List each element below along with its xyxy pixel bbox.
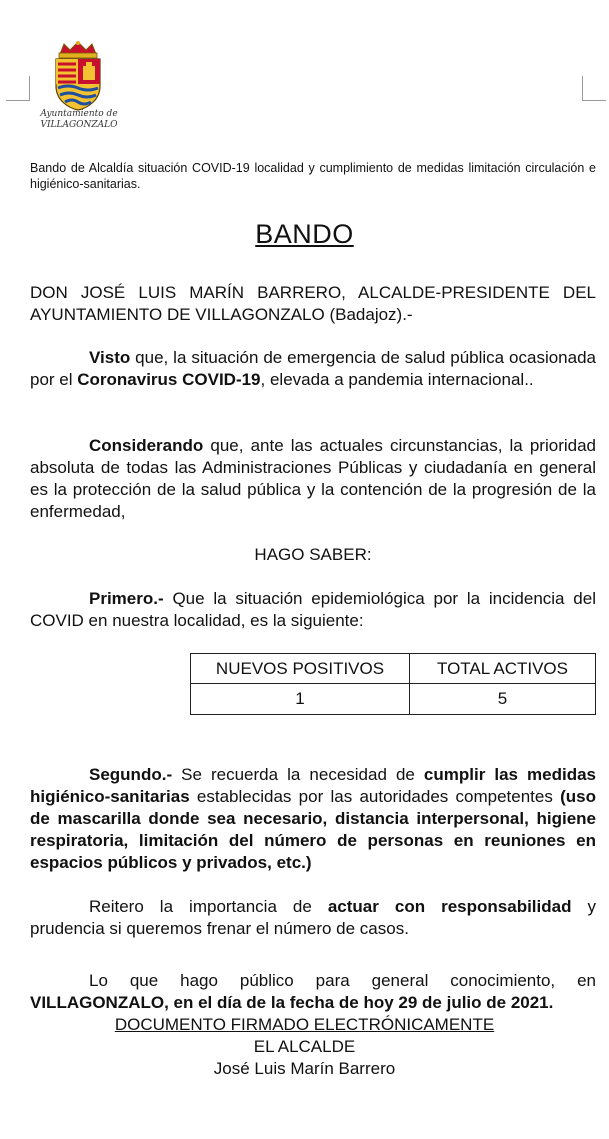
primero-text: Que la situación epidemiológica por la incidencia del COVID en nuestra localidad, es la siguiente: [30,589,596,630]
visto-lead: Visto [89,348,131,367]
coat-of-arms-logo [50,40,106,112]
visto-paragraph [30,347,596,391]
logo-caption-line2: VILLAGONZALO [40,120,118,130]
covid-cases-table [190,653,596,715]
document-title: BANDO [255,219,354,249]
primero-lead: Primero.- [89,589,164,608]
closing-bold: VILLAGONZALO, en el día de la fecha de hoy 29 de julio de 2021. [30,993,554,1012]
crop-mark-left-v [29,76,30,101]
crop-mark-right-v [582,76,583,101]
signature-name: José Luis Marín Barrero [213,1059,396,1078]
header-nuevos-positivos: NUEVOS POSITIVOS [191,654,410,684]
visto-bold: Coronavirus COVID-19 [77,370,261,389]
hago-saber-heading: HAGO SABER: [254,545,372,564]
primero-paragraph [30,588,596,632]
reitero-paragraph [30,896,596,940]
logo-caption [24,109,134,131]
subject-text: Bando de Alcaldía situación COVID-19 localidad y cumplimiento de medidas limitación circulación e higiénico-sanitarias. [30,161,596,191]
document-subject [30,160,596,192]
reitero-bold: actuar con responsabilidad [327,897,572,916]
considerando-lead: Considerando [89,436,204,455]
header-total-activos: TOTAL ACTIVOS [410,654,596,684]
segundo-bold-2: (uso de mascarilla donde sea necesario, distancia interpersonal, higiene respiratoria, limitación del número de personas en reuniones en espacios públicos y privados, etc.) [30,787,596,872]
signature-electronic-note: DOCUMENTO FIRMADO ELECTRÓNICAMENTE [114,1015,495,1034]
table-row [191,684,596,715]
segundo-text-1: Se recuerda la necesidad de [172,765,424,784]
intro-paragraph: DON JOSÉ LUIS MARÍN BARRERO, ALCALDE-PRESIDENTE DEL AYUNTAMIENTO DE VILLAGONZALO (Badajoz).- [30,283,596,324]
value-total-activos: 5 [410,684,596,715]
segundo-text-2: establecidas por las autoridades competentes [189,787,561,806]
signature-role: EL ALCALDE [253,1037,356,1056]
crop-mark-left-h [6,100,30,101]
considerando-paragraph [30,435,596,523]
crop-mark-right-h [582,100,606,101]
closing-paragraph [30,970,596,1014]
segundo-bold-1: cumplir las medidas higiénico-sanitarias [30,765,596,806]
closing-text: Lo que hago público para general conocimiento, en [89,971,596,990]
visto-text-2: , elevada a pandemia internacional.. [260,370,534,389]
segundo-lead: Segundo.- [89,765,173,784]
reitero-text-1: Reitero la importancia de [89,897,328,916]
segundo-paragraph [30,764,596,874]
value-nuevos-positivos: 1 [191,684,410,715]
table-header-row [191,654,596,684]
visto-text-1: que, la situación de emergencia de salud pública ocasionada por el [30,348,596,389]
reitero-text-2: y prudencia si queremos frenar el número de casos. [30,897,596,938]
logo-caption-line1: Ayuntamiento de [40,109,118,119]
considerando-text: que, ante las actuales circunstancias, la prioridad absoluta de todas las Administraciones Públicas y ciudadanía en general es la protección de la salud pública y la contención de la progresión de la enfermedad, [30,436,596,521]
